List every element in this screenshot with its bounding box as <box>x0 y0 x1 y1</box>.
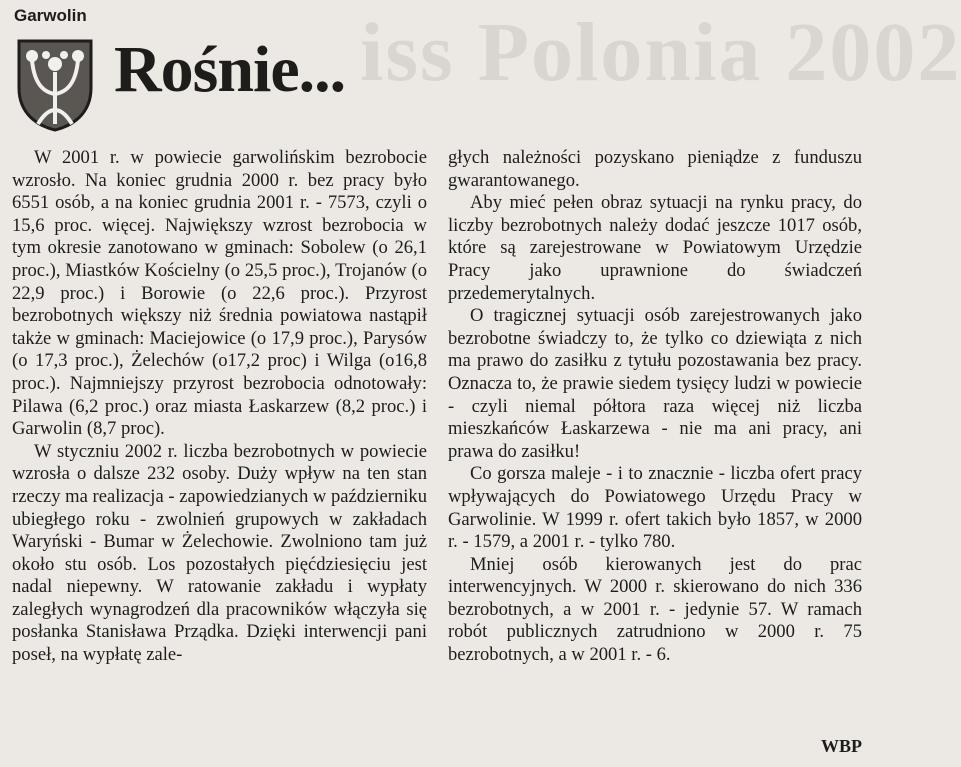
paragraph: Mniej osób kierowanych jest do prac interwencyjnych. W 2000 r. skierowano do nich 336 bezrobotnych, a w 2001 r. - jedynie 57. W ramach robót publicznych zatrudniono w 2000 r. 75 bezrobotnych, a w 2001 r. - 6. <box>448 553 862 666</box>
region-label: Garwolin <box>14 6 87 25</box>
author-signature: WBP <box>820 736 862 756</box>
headline: Rośnie... <box>114 33 346 106</box>
paragraph: W 2001 r. w powiecie garwolińskim bezrobocie wzrosło. Na koniec grudnia 2000 r. bez pracy było 6551 osób, a na koniec grudnia 2001 r. - 7573, czyli o 15,6 proc. więcej. Największy wzrost bezrobocia w tym okresie zanotowano w gminach: Sobolew (o 26,1 proc.), Miastków Kościelny (o 25,5 proc.), Trojanów (o 22,9 proc.) i Borowie (o 22,6 proc.). Przyrost bezrobotnych większy niż średnia powiatowa nastąpił także w gminach: Maciejowice (o 17,9 proc.), Parysów (o 17,3 proc.), Żelechów (o17,2 proc) i Wilga (o16,8 proc.). Najmniejszy przyrost bezrobocia odnotowały: Pilawa (6,2 proc.) oraz miasta Łaskarzew (8,2 proc.) i Garwolin (8,7 proc). <box>12 147 427 440</box>
paragraph: Co gorsza maleje - i to znacznie - liczba ofert pracy wpływających do Powiatowego Urzędu Pracy w Garwolinie. W 1999 r. ofert takich było 1857, w 2000 r. - 1579, a 2001 r. - tylko 780. <box>448 463 862 553</box>
paragraph: O tragicznej sytuacji osób zarejestrowanych jako bezrobotne świadczy to, że tylko co dziewiąta z nich ma prawo do zasiłku z tytułu pozostawania bez pracy. Oznacza to, że prawie siedem tysięcy ludzi w powiecie - czyli niemal półtora raza więcej niż liczba mieszkańców Łaskarzewa - nie ma ani pracy, ani prawa do zasiłku! <box>448 305 862 462</box>
article-column-left <box>12 147 427 667</box>
paragraph: Aby mieć pełen obraz sytuacji na rynku pracy, do liczby bezrobotnych należy dodać jeszcze 1017 osób, które są zarejestrowane w Powiatowym Urzędzie Pracy jako uprawnione do świadczeń przedemerytalnych. <box>448 192 862 304</box>
paragraph-continuation: głych należności pozyskano pieniądze z funduszu gwarantowanego. <box>448 147 862 191</box>
garwolin-crest-icon <box>16 38 94 132</box>
article-column-right <box>448 147 862 667</box>
background-bleed-text: iss Polonia 2002 <box>360 6 961 99</box>
paragraph: W styczniu 2002 r. liczba bezrobotnych w powiecie wzrosła o dalsze 232 osoby. Duży wpływ na ten stan rzeczy ma realizacja - zapowiedzianych w październiku ubiegłego roku - zwolnień grupowych w zakładach Waryński - Bumar w Żelechowie. Zwolniono tam już około stu osób. Los pozostałych pięćdziesięciu jest nadal niepewny. W ratowanie zakładu i wypłaty zaległych wynagrodzeń dla pracowników włączyła się posłanka Stanisława Prządka. Dzięki interwencji pani poseł, na wypłatę zale- <box>12 440 428 666</box>
